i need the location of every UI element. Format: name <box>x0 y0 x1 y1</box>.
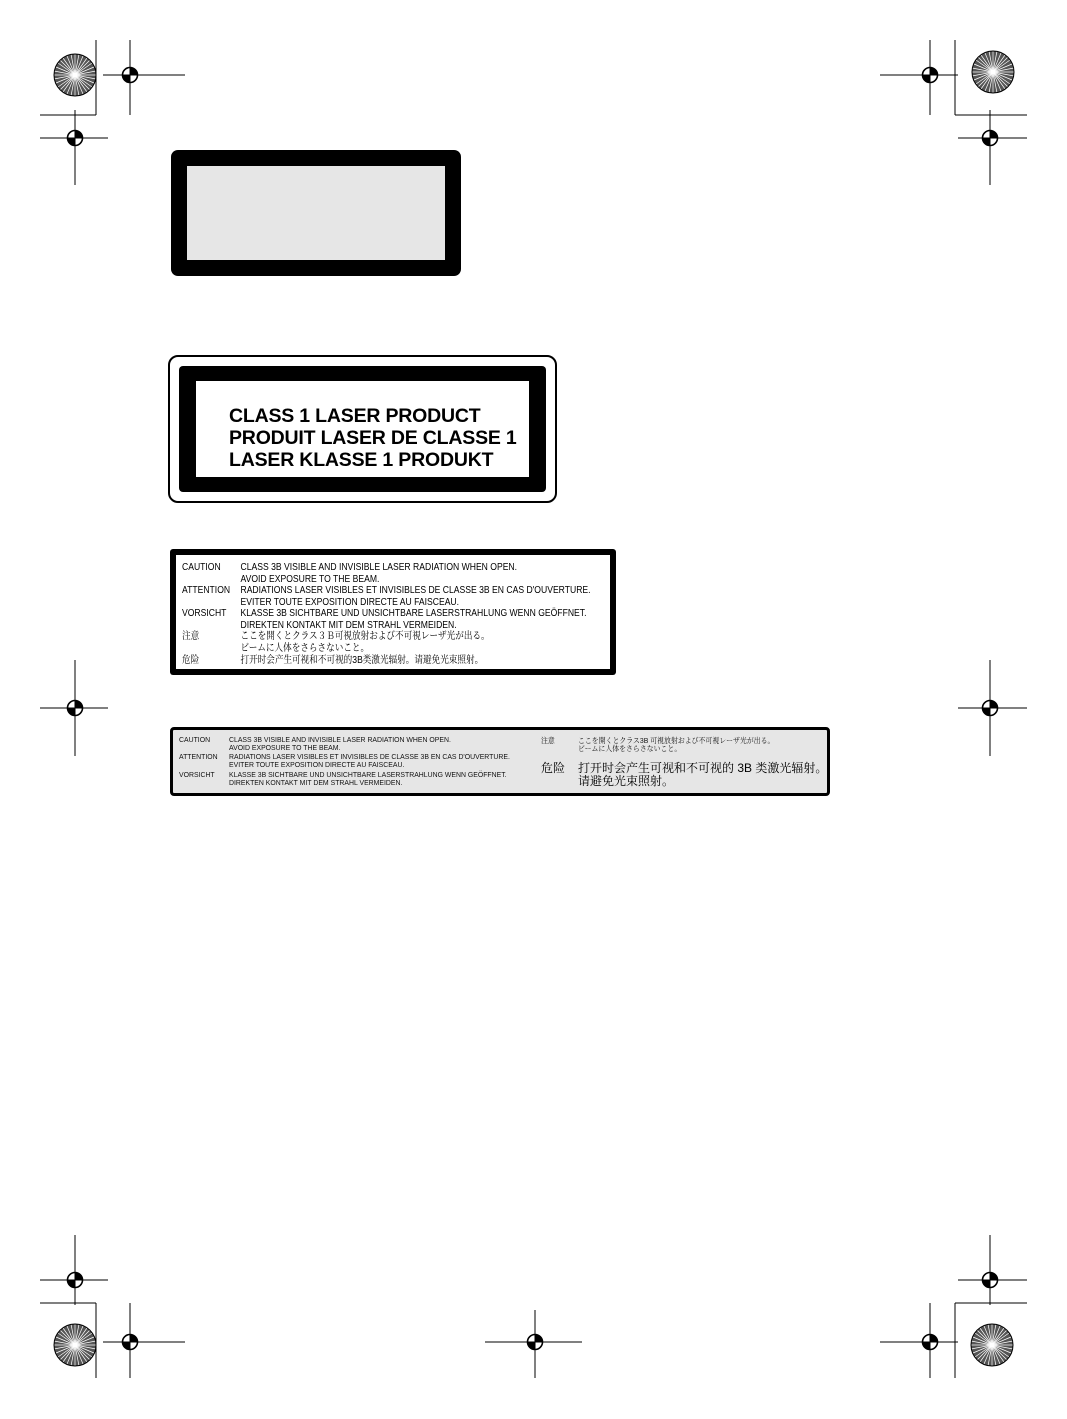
registration-mark-icon <box>983 701 998 716</box>
caution-label-white-area <box>176 555 610 669</box>
row-head: CAUTION <box>182 562 221 573</box>
c2-head-jp: 注意 <box>541 736 555 745</box>
registration-mark-icon <box>68 701 83 716</box>
c2-head-de: VORSICHT <box>179 770 215 779</box>
registration-mark-icon <box>528 1335 543 1350</box>
registration-mark-icon <box>68 131 83 146</box>
c2-body-cn <box>578 762 827 788</box>
row-head: ATTENTION <box>182 585 231 596</box>
class1-line-fr: PRODUIT LASER DE CLASSE 1 <box>229 427 517 449</box>
registration-mark-icon <box>983 1273 998 1288</box>
row-line: 请避免光束照射。 <box>578 774 675 788</box>
registration-mark-icon <box>983 131 998 146</box>
row-head: VORSICHT <box>182 608 227 619</box>
color-target-icon <box>54 54 96 96</box>
row-body <box>240 608 586 631</box>
c2-head-fr: ATTENTION <box>179 752 218 761</box>
row-line: ビームに人体をさらさないこと。 <box>578 744 682 753</box>
c2-body-en <box>229 736 451 752</box>
row-line: 打开时会产生可视和不可视的3B类激光辐射。请避免光束照射。 <box>240 655 484 666</box>
row-line: KLASSE 3B SICHTBARE UND UNSICHTBARE LASERSTRAHLUNG WENN GEÖFFNET. <box>229 770 507 779</box>
row-line: ここを開くとクラス３Ｂ可視放射および不可視レーザ光が出る。 <box>240 631 490 642</box>
row-body <box>240 562 517 585</box>
row-body <box>240 631 489 654</box>
row-head: 注意 <box>182 631 200 642</box>
c2-head-en: CAUTION <box>179 735 211 744</box>
class1-line-en: CLASS 1 LASER PRODUCT <box>229 405 481 427</box>
registration-mark-icon <box>123 1335 138 1350</box>
registration-mark-icon <box>123 68 138 83</box>
class1-line-de: LASER KLASSE 1 PRODUKT <box>229 449 494 471</box>
c2-body-jp <box>578 737 774 753</box>
row-body <box>240 585 590 608</box>
color-target-icon <box>971 1324 1013 1366</box>
label-white-area <box>196 381 529 477</box>
row-line: RADIATIONS LASER VISIBLES ET INVISIBLES DE CLASSE 3B EN CAS D'OUVERTURE. <box>229 752 510 761</box>
row-line: ここを開くとクラス3B 可視放射および不可視レーザ光が出る。 <box>578 736 775 745</box>
registration-mark-icon <box>923 1335 938 1350</box>
registration-mark-icon <box>923 68 938 83</box>
blank-label <box>171 150 461 276</box>
row-head: 危险 <box>182 655 200 666</box>
c2-head-cn: 危险 <box>541 761 566 775</box>
row-line: 打开时会产生可视和不可视的 3B 类激光辐射。 <box>578 761 828 775</box>
row-line: CLASS 3B VISIBLE AND INVISIBLE LASER RADIATION WHEN OPEN. <box>229 735 451 744</box>
row-body <box>240 655 483 667</box>
row-line: AVOID EXPOSURE TO THE BEAM. <box>240 573 380 585</box>
row-line: RADIATIONS LASER VISIBLES ET INVISIBLES DE CLASSE 3B EN CAS D'OUVERTURE. <box>240 585 591 596</box>
class1-text <box>229 405 517 471</box>
caution-label-wide <box>170 727 830 796</box>
row-line: CLASS 3B VISIBLE AND INVISIBLE LASER RADIATION WHEN OPEN. <box>240 562 518 573</box>
c2-body-de <box>229 771 507 787</box>
c2-body-fr <box>229 753 510 769</box>
caution-label-multilingual <box>170 549 616 675</box>
label-black-band <box>179 366 546 492</box>
row-line: EVITER TOUTE EXPOSITION DIRECTE AU FAISCEAU. <box>229 760 405 769</box>
blank-label-area <box>187 166 445 260</box>
registration-mark-icon <box>68 1273 83 1288</box>
color-target-icon <box>972 51 1014 93</box>
row-line: AVOID EXPOSURE TO THE BEAM. <box>229 743 341 752</box>
row-line: ビームに人体をさらさないこと。 <box>240 642 370 654</box>
row-line: EVITER TOUTE EXPOSITION DIRECTE AU FAISCEAU. <box>240 596 460 608</box>
color-target-icon <box>54 1324 96 1366</box>
row-line: KLASSE 3B SICHTBARE UND UNSICHTBARE LASERSTRAHLUNG WENN GEÖFFNET. <box>240 608 587 619</box>
row-line: DIREKTEN KONTAKT MIT DEM STRAHL VERMEIDEN. <box>229 778 403 787</box>
class1-laser-label <box>168 355 557 503</box>
row-line: DIREKTEN KONTAKT MIT DEM STRAHL VERMEIDEN. <box>240 619 457 631</box>
